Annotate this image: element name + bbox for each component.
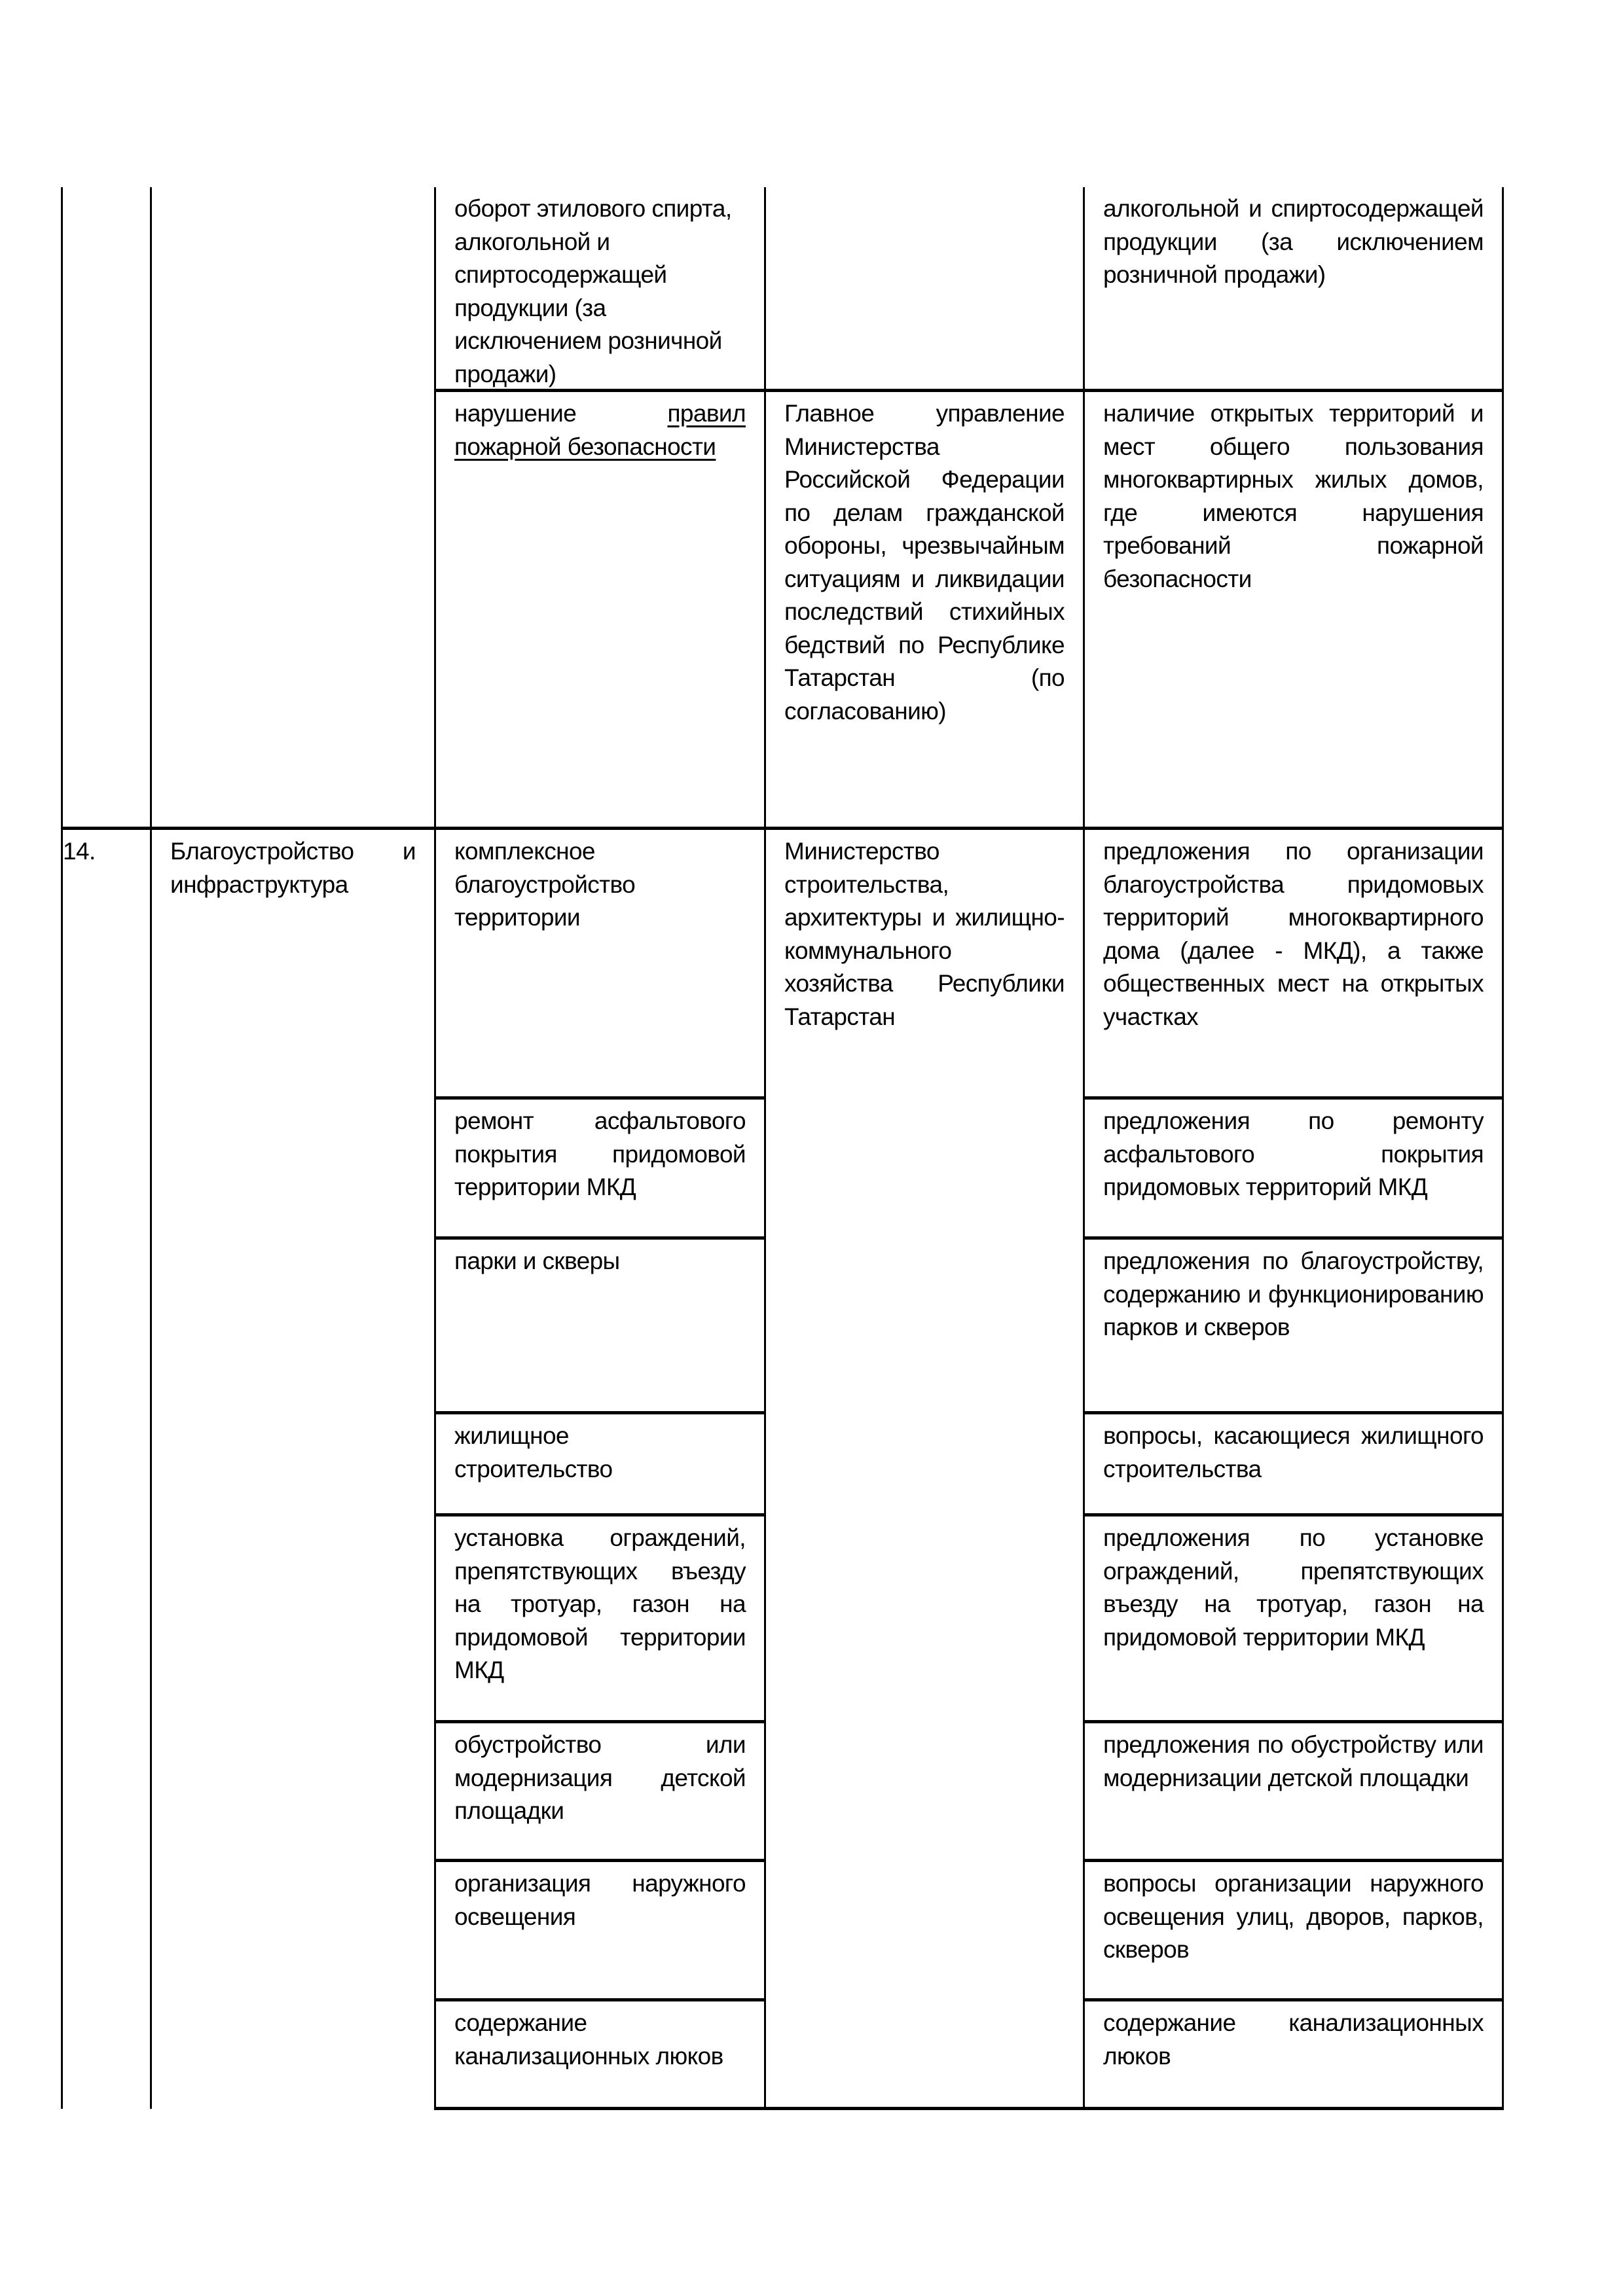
description-cell-continued: алкогольной и спиртосодержащей продукции (за исключением розничной продажи) xyxy=(1103,195,1484,288)
topic-text: нарушение xyxy=(454,400,668,427)
description-cell-14-8: содержание канализационных люков xyxy=(1103,2009,1484,2070)
topic-cell-14-6: обустройство или модернизация детской площадки xyxy=(454,1731,746,1824)
fire-rules-link[interactable]: правил пожарной безопасности xyxy=(454,400,746,460)
topic-cell-14-1: комплексное благоустройство территории xyxy=(454,838,636,931)
topic-cell-fire-safety xyxy=(436,392,764,463)
description-cell-14-1: предложения по организации благоустройства придомовых территорий многоквартирного дома (далее - МКД), а также общественных мест на открытых участках xyxy=(1103,838,1484,1030)
category-cell-14: Благоустройство и инфраструктура xyxy=(170,838,416,898)
col-line-6 xyxy=(1502,187,1504,2110)
row-number-14: 14. xyxy=(63,838,96,865)
topic-cell-14-4: жилищное строительство xyxy=(454,1422,613,1482)
col-line-1 xyxy=(61,187,63,2109)
topic-cell-14-2: ремонт асфальтового покрытия придомовой территории МКД xyxy=(454,1107,746,1200)
topic-cell-continued: оборот этилового спирта, алкогольной и спиртосодержащей продукции (за исключением розничной продажи) xyxy=(454,195,732,387)
description-cell-14-4: вопросы, касающиеся жилищного строительства xyxy=(1103,1422,1484,1482)
col-line-2 xyxy=(150,187,152,2109)
topic-cell-14-7: организация наружного освещения xyxy=(454,1870,746,1930)
description-cell-14-6: предложения по обустройству или модернизации детской площадки xyxy=(1103,1731,1484,1791)
description-cell-14-7: вопросы организации наружного освещения улиц, дворов, парков, скверов xyxy=(1103,1870,1484,1963)
topic-cell-14-8: содержание канализационных люков xyxy=(454,2009,723,2070)
table-bottom-line xyxy=(434,2107,1504,2110)
description-cell-fire-safety: наличие открытых территорий и мест общего пользования многоквартирных жилых домов, где имеются нарушения требований пожарной безопасности xyxy=(1103,400,1484,592)
topic-cell-14-3: парки и скверы xyxy=(454,1247,620,1274)
authority-cell-minstroy: Министерство строительства, архитектуры и жилищно-коммунального хозяйства Республики Татарстан xyxy=(784,838,1065,1030)
description-cell-14-2: предложения по ремонту асфальтового покрытия придомовых территорий МКД xyxy=(1103,1107,1484,1200)
authority-cell-mchs: Главное управление Министерства Российской Федерации по делам гражданской обороны, чрезвычайным ситуациям и ликвидации последствий стихийных бедствий по Республике Татарстан (по согласованию) xyxy=(784,400,1065,725)
description-cell-14-3: предложения по благоустройству, содержанию и функционированию парков и скверов xyxy=(1103,1247,1484,1340)
description-cell-14-5: предложения по установке ограждений, препятствующих въезду на тротуар, газон на придомовой территории МКД xyxy=(1103,1524,1484,1651)
topic-cell-14-5: установка ограждений, препятствующих въезду на тротуар, газон на придомовой территории МКД xyxy=(454,1524,746,1683)
